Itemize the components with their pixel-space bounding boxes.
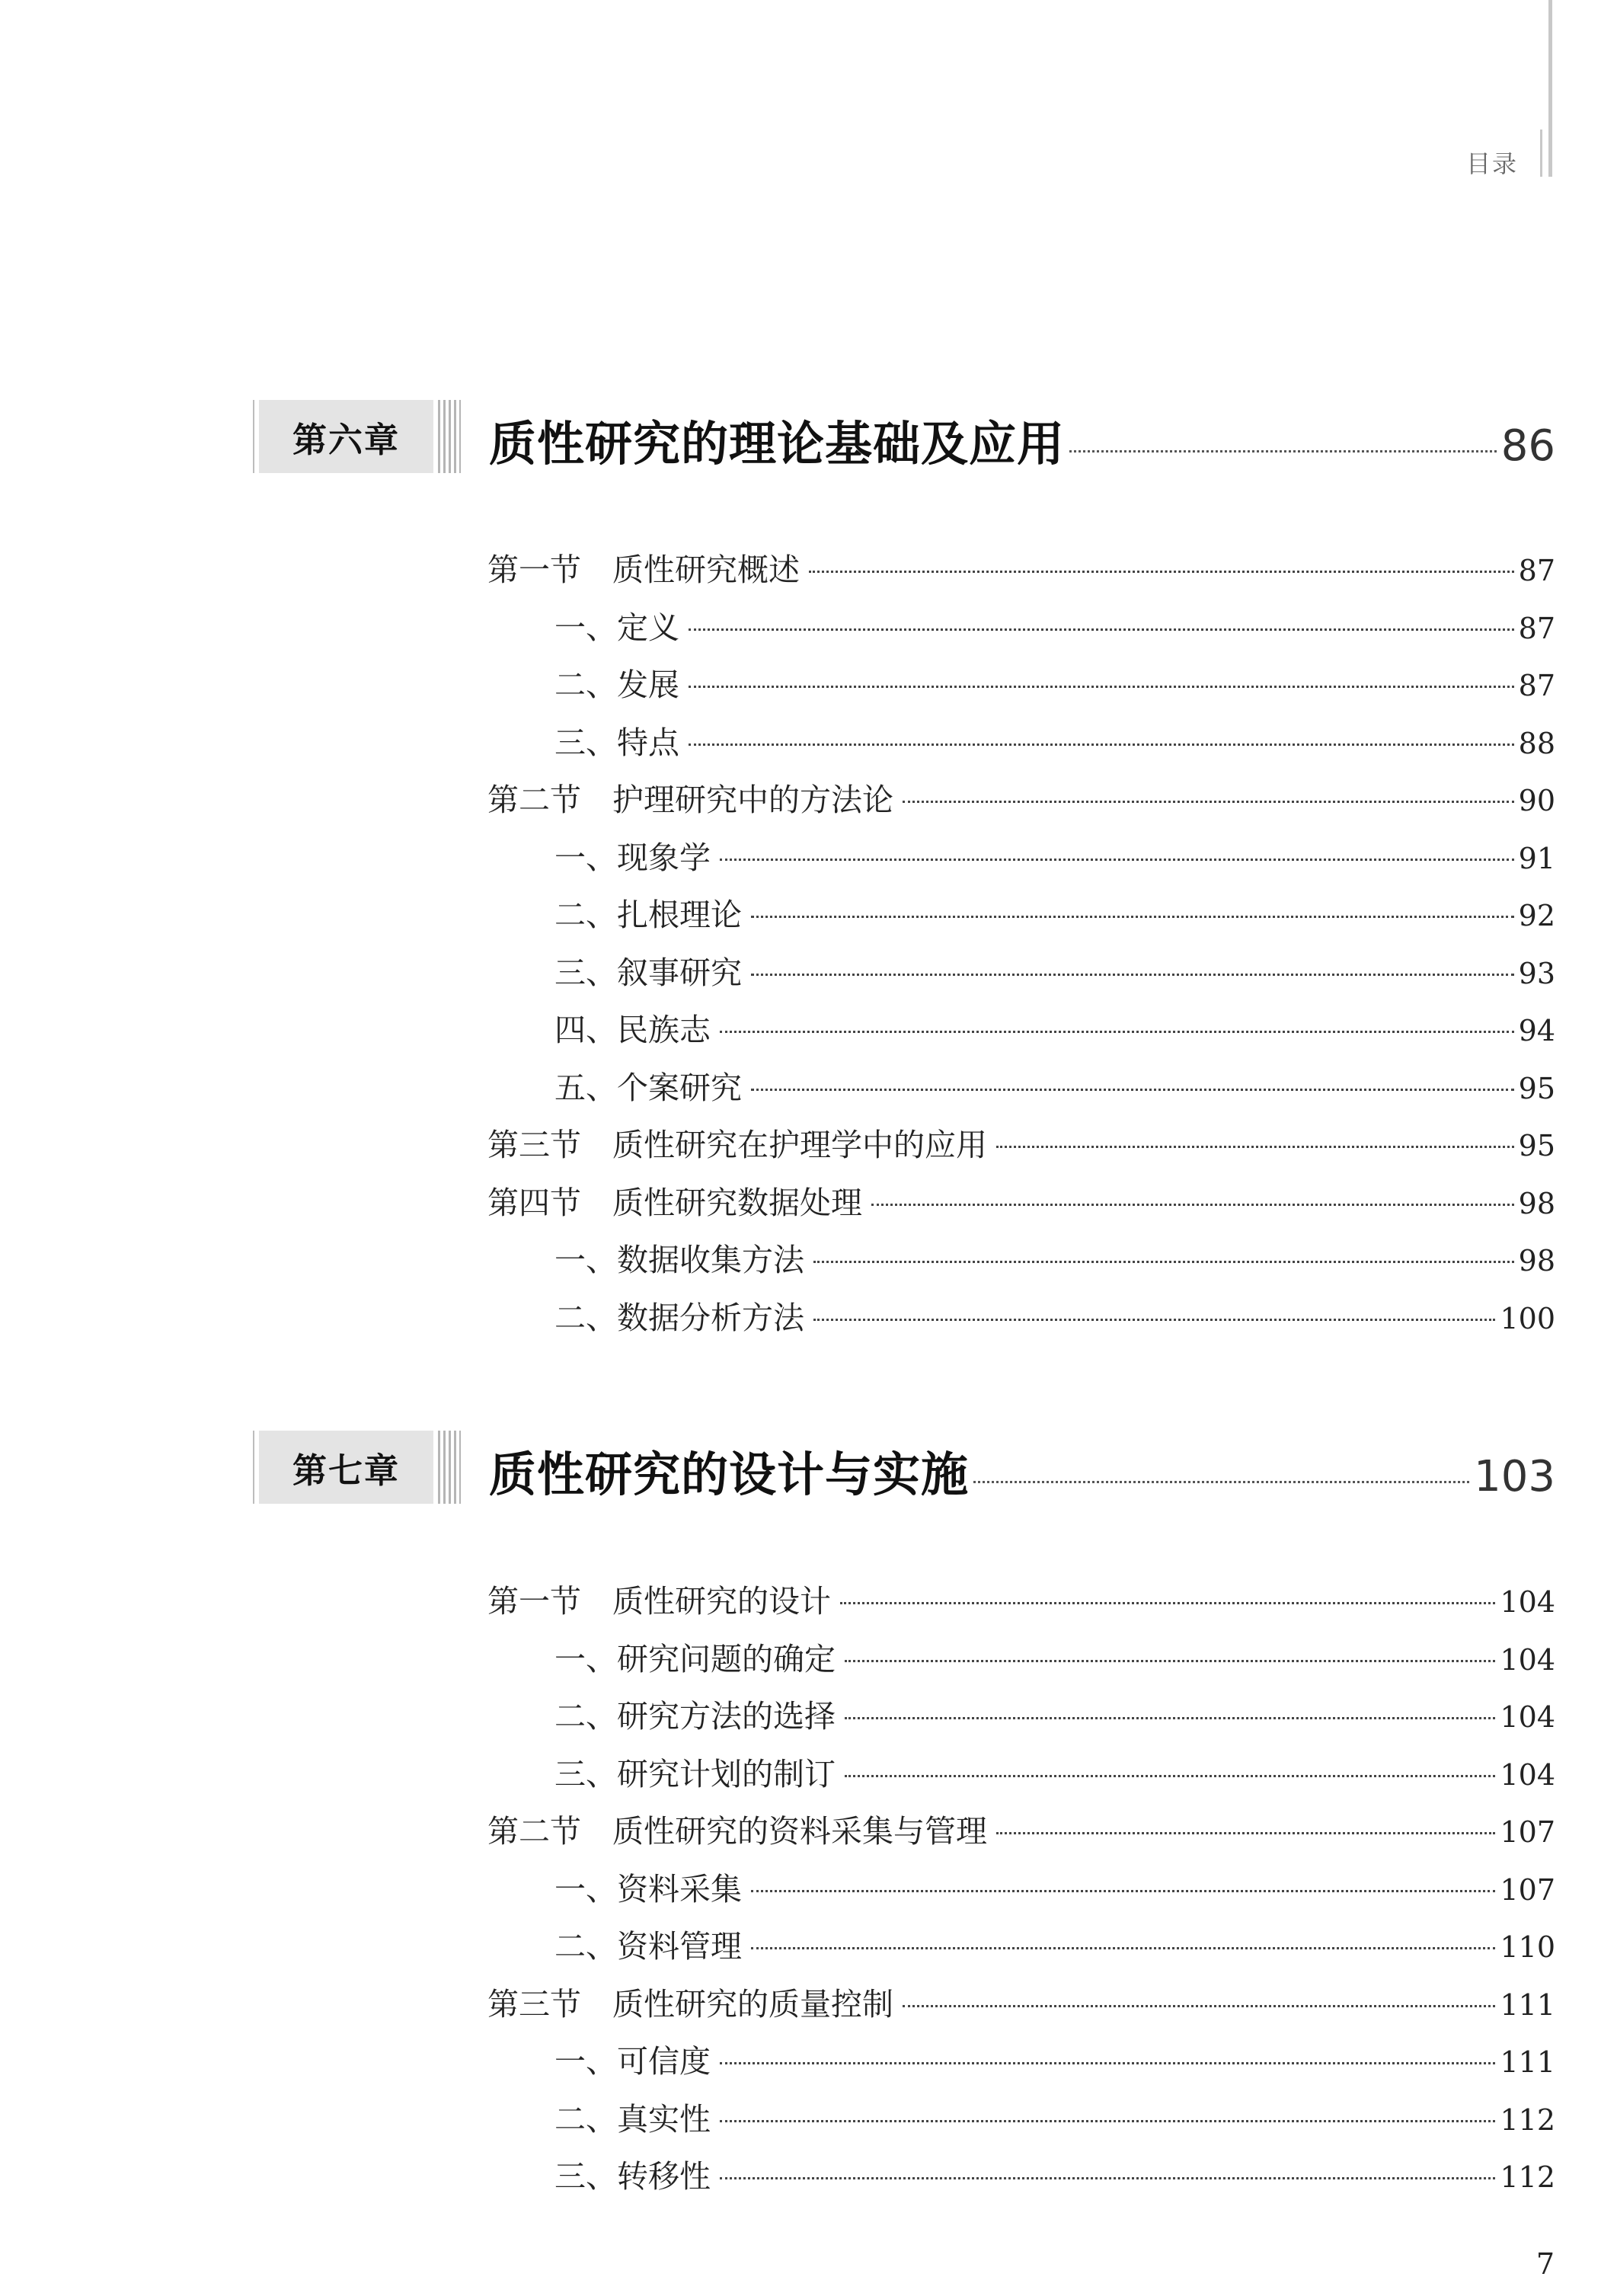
toc-entry-label: 一、可信度: [554, 2043, 711, 2080]
leader-dots: [751, 916, 1514, 918]
toc-subentry: [487, 1861, 1555, 1919]
toc-entry-page: 104: [1500, 1757, 1555, 1792]
leader-dots: [1069, 450, 1497, 452]
leader-dots: [720, 2120, 1495, 2122]
toc-entry-label: 第四节 质性研究数据处理: [487, 1184, 862, 1221]
toc-entry-page: 112: [1500, 2160, 1555, 2194]
chapter-title-line: [489, 406, 1555, 474]
leader-dots: [689, 628, 1514, 631]
leader-dots: [689, 686, 1514, 688]
leader-dots: [720, 2062, 1495, 2064]
toc-subentry: [487, 830, 1555, 887]
header-rule: [1548, 0, 1552, 177]
toc-entry-label: 第一节 质性研究概述: [487, 552, 800, 588]
chapter-stripes: [438, 400, 461, 473]
toc-entry-label: 第三节 质性研究在护理学中的应用: [487, 1127, 987, 1163]
toc-section-entry: [487, 1976, 1555, 2034]
toc-entry-label: 四、民族志: [554, 1012, 711, 1048]
leader-dots: [845, 1717, 1495, 1719]
toc-section-entry: [487, 772, 1555, 830]
toc-entry-label: 二、发展: [554, 667, 679, 703]
toc-entry-label: 第二节 质性研究的资料采集与管理: [487, 1813, 987, 1850]
toc-entry-page: 104: [1500, 1700, 1555, 1734]
chapter-bar: [253, 400, 254, 473]
page-number: 7: [1536, 2247, 1555, 2281]
leader-dots: [813, 1319, 1495, 1321]
toc-entry-page: 100: [1500, 1301, 1555, 1335]
toc-entry-page: 94: [1518, 1014, 1555, 1047]
toc-entry-label: 二、数据分析方法: [554, 1299, 804, 1336]
toc-list-chapter-6: [487, 542, 1555, 1347]
leader-dots: [751, 1089, 1514, 1091]
chapter-page: 103: [1474, 1452, 1555, 1501]
toc-entry-label: 二、研究方法的选择: [554, 1698, 836, 1735]
toc-entry-label: 第三节 质性研究的质量控制: [487, 1985, 893, 2023]
toc-entry-page: 111: [1500, 1987, 1555, 2022]
chapter-heading-6: [253, 400, 1555, 473]
leader-dots: [996, 1832, 1495, 1834]
toc-entry-label: 五、个案研究: [554, 1069, 742, 1106]
toc-section-entry: [487, 542, 1555, 600]
leader-dots: [845, 1775, 1495, 1777]
toc-entry-page: 107: [1500, 1872, 1555, 1907]
running-head: 目录: [1465, 149, 1518, 178]
toc-subentry: [487, 1060, 1555, 1118]
toc-entry-page: 88: [1518, 726, 1555, 760]
toc-subentry: [487, 2148, 1555, 2206]
leader-dots: [720, 1031, 1514, 1033]
toc-entry-page: 112: [1500, 2103, 1555, 2137]
toc-entry-label: 三、特点: [554, 724, 679, 761]
toc-entry-page: 104: [1500, 1642, 1555, 1677]
toc-entry-label: 三、转移性: [554, 2158, 711, 2195]
chapter-title-line: [489, 1437, 1555, 1505]
toc-entry-label: 一、数据收集方法: [554, 1242, 804, 1278]
leader-dots: [751, 1947, 1495, 1949]
toc-entry-label: 三、叙事研究: [554, 954, 742, 991]
toc-entry-page: 98: [1518, 1186, 1555, 1220]
toc-entry-label: 第二节 护理研究中的方法论: [487, 782, 893, 818]
toc-subentry: [487, 2091, 1555, 2149]
toc-entry-page: 93: [1518, 956, 1555, 990]
leader-dots: [973, 1481, 1469, 1483]
toc-subentry: [487, 1232, 1555, 1290]
toc-entry-label: 二、真实性: [554, 2100, 711, 2138]
leader-dots: [840, 1602, 1495, 1604]
toc-entry-label: 二、资料管理: [554, 1928, 742, 1965]
toc-subentry: [487, 945, 1555, 1003]
toc-entry-page: 87: [1518, 669, 1555, 702]
toc-section-entry: [487, 1117, 1555, 1175]
chapter-page: 86: [1500, 421, 1555, 471]
toc-section-entry: [487, 1175, 1555, 1233]
toc-entry-page: 90: [1518, 784, 1555, 817]
toc-subentry: [487, 887, 1555, 945]
chapter-tag: 第六章: [259, 400, 433, 473]
toc-entry-page: 110: [1500, 1930, 1555, 1964]
toc-subentry: [487, 2033, 1555, 2091]
toc-entry-label: 一、现象学: [554, 839, 711, 876]
chapter-title: 质性研究的理论基础及应用: [489, 416, 1066, 472]
toc-subentry: [487, 715, 1555, 772]
toc-subentry: [487, 1631, 1555, 1689]
toc-entry-page: 92: [1518, 899, 1555, 932]
chapter-bar: [253, 1431, 254, 1504]
leader-dots: [903, 801, 1514, 803]
toc-entry-label: 三、研究计划的制订: [554, 1755, 836, 1792]
toc-entry-label: 一、定义: [554, 609, 679, 646]
toc-entry-page: 87: [1518, 611, 1555, 645]
toc-section-entry: [487, 1573, 1555, 1631]
chapter-heading-7: [253, 1431, 1555, 1504]
leader-dots: [871, 1204, 1514, 1206]
chapter-title: 质性研究的设计与实施: [489, 1447, 970, 1502]
leader-dots: [903, 2005, 1495, 2007]
chapter-tag: 第七章: [259, 1431, 433, 1504]
leader-dots: [809, 571, 1514, 573]
leader-dots: [751, 1890, 1495, 1892]
leader-dots: [751, 974, 1514, 976]
toc-entry-label: 二、扎根理论: [554, 897, 742, 933]
toc-entry-page: 107: [1500, 1815, 1555, 1849]
toc-list-chapter-7: [487, 1573, 1555, 2206]
toc-subentry: [487, 1002, 1555, 1060]
toc-entry-page: 111: [1500, 2045, 1555, 2079]
toc-subentry: [487, 1918, 1555, 1976]
toc-entry-page: 87: [1518, 554, 1555, 587]
leader-dots: [845, 1660, 1495, 1662]
leader-dots: [996, 1146, 1514, 1148]
toc-section-entry: [487, 1803, 1555, 1861]
leader-dots: [720, 859, 1514, 861]
leader-dots: [689, 743, 1514, 746]
toc-entry-label: 一、资料采集: [554, 1870, 742, 1907]
toc-entry-page: 91: [1518, 841, 1555, 875]
toc-entry-label: 一、研究问题的确定: [554, 1640, 836, 1677]
toc-subentry: [487, 600, 1555, 657]
chapter-stripes: [438, 1431, 461, 1504]
toc-subentry: [487, 1290, 1555, 1348]
toc-subentry: [487, 1746, 1555, 1804]
toc-entry-page: 95: [1518, 1071, 1555, 1105]
toc-entry-page: 104: [1500, 1585, 1555, 1619]
leader-dots: [813, 1261, 1514, 1263]
leader-dots: [720, 2177, 1495, 2179]
header-rule-short: [1540, 130, 1542, 177]
toc-subentry: [487, 1688, 1555, 1746]
toc-entry-label: 第一节 质性研究的设计: [487, 1583, 831, 1620]
toc-entry-page: 95: [1518, 1129, 1555, 1162]
toc-entry-page: 98: [1518, 1244, 1555, 1278]
toc-subentry: [487, 657, 1555, 715]
